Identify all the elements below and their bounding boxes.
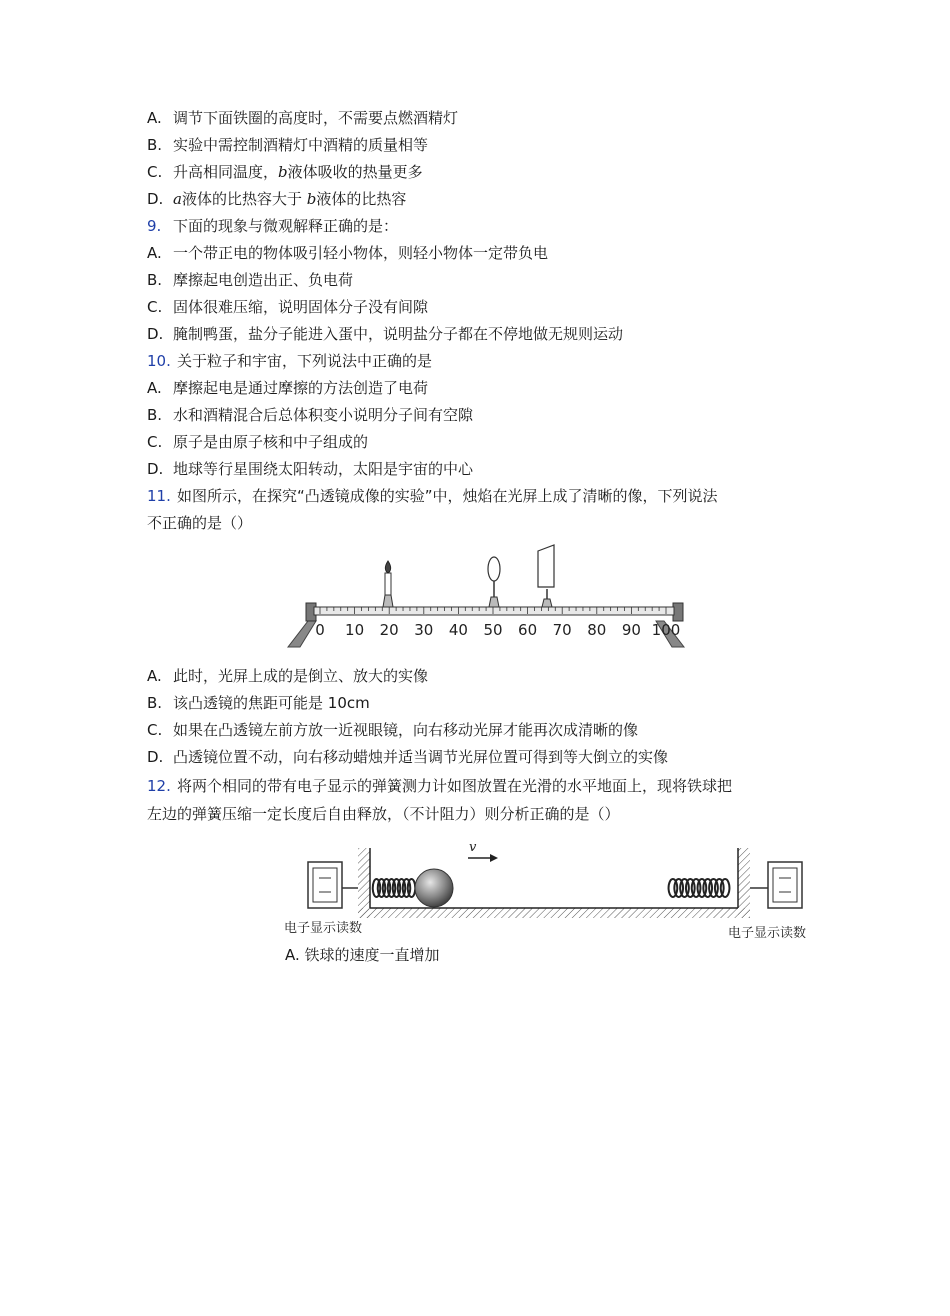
q12-stem-line1 (147, 776, 732, 796)
q8-option-a (147, 108, 458, 128)
option-label: C. (147, 433, 163, 451)
question-stem: 关于粒子和宇宙，下列说法中正确的是 (177, 352, 433, 370)
option-text: 调节下面铁圈的高度时，不需要点燃酒精灯 (173, 109, 459, 127)
option-text-post: 液体吸收的热量更多 (287, 163, 423, 181)
option-text: 水和酒精混合后总体积变小说明分子间有空隙 (173, 406, 474, 424)
option-label: B. (147, 694, 163, 712)
convex-lens-icon (488, 557, 500, 607)
ruler-label: 50 (483, 621, 503, 639)
option-text: 地球等行星围绕太阳转动，太阳是宇宙的中心 (173, 460, 474, 478)
ruler-label: 0 (315, 621, 325, 639)
ruler-label: 30 (414, 621, 434, 639)
left-display-caption: 电子显示读数 (284, 921, 363, 936)
option-label: C. (147, 721, 163, 739)
q9-option-d (147, 324, 623, 344)
option-label: B. (147, 136, 163, 154)
option-label: D. (147, 190, 164, 208)
option-label: A. (147, 379, 162, 397)
q11-option-a (147, 666, 428, 686)
option-text: 摩擦起电创造出正、负电荷 (173, 271, 354, 289)
option-label: A. (147, 244, 162, 262)
option-text: 凸透镜位置不动，向右移动蜡烛并适当调节光屏位置可得到等大倒立的实像 (173, 748, 669, 766)
question-number: 9. (147, 217, 162, 235)
q9-option-b (147, 270, 353, 290)
spring-coil (721, 879, 730, 897)
question-number: 11. (147, 487, 171, 505)
ruler-labels (315, 621, 680, 639)
ruler-label: 70 (552, 621, 572, 639)
option-text-pre: 升高相同温度， (173, 163, 279, 181)
light-screen-icon (538, 545, 554, 607)
option-text: 此时，光屏上成的是倒立、放大的实像 (173, 667, 429, 685)
option-text: 腌制鸭蛋，盐分子能进入蛋中，说明盐分子都在不停地做无规则运动 (173, 325, 624, 343)
option-label: D. (147, 748, 164, 766)
candle-icon (383, 561, 393, 607)
q11-option-c (147, 720, 638, 740)
option-text: 摩擦起电是通过摩擦的方法创造了电荷 (173, 379, 429, 397)
spring-coil (408, 879, 416, 897)
q11-option-b (147, 693, 370, 713)
q8-option-c (147, 162, 423, 182)
option-text: 实验中需控制酒精灯中酒精的质量相等 (173, 136, 429, 154)
variable-a: a (173, 190, 182, 208)
question-stem: 如图所示，在探究“凸透镜成像的实验”中，烛焰在光屏上成了清晰的像，下列说法 (177, 487, 718, 505)
option-text: 固体很难压缩，说明固体分子没有间隙 (173, 298, 429, 316)
option-label: D. (147, 325, 164, 343)
bench-rail (314, 607, 674, 615)
right-wall (738, 848, 750, 918)
option-label: B. (147, 271, 163, 289)
q10-option-d (147, 459, 473, 479)
floor (358, 908, 750, 918)
q10-stem (147, 351, 432, 371)
velocity-label: v (469, 840, 477, 855)
ruler-label: 100 (651, 621, 681, 639)
q10-option-a (147, 378, 428, 398)
q12-stem-line2: 左边的弹簧压缩一定长度后自由释放，（不计阻力）则分析正确的是（） (147, 805, 620, 823)
right-spring-icon (669, 879, 730, 897)
q9-option-c (147, 297, 428, 317)
option-label: A. (147, 109, 162, 127)
variable-b: b (278, 163, 288, 181)
option-text-mid: 液体的比热容大于 (181, 190, 307, 208)
question-number: 10. (147, 352, 171, 370)
option-text: 该凸透镜的焦距可能是 10cm (173, 694, 370, 712)
ruler-label: 40 (448, 621, 468, 639)
q8-option-b (147, 135, 428, 155)
question-stem: 将两个相同的带有电子显示的弹簧测力计如图放置在光滑的水平地面上，现将铁球把 (177, 777, 733, 795)
q11-option-d (147, 747, 668, 767)
variable-b: b (306, 190, 317, 208)
iron-ball (415, 869, 453, 907)
ruler-label: 80 (587, 621, 607, 639)
option-label: C. (147, 298, 163, 316)
right-display-caption: 电子显示读数 (728, 926, 807, 941)
q11-stem-line1 (147, 486, 718, 506)
ruler-label: 20 (379, 621, 399, 639)
option-text: 如果在凸透镜左前方放一近视眼镜，向右移动光屏才能再次成清晰的像 (173, 721, 639, 739)
left-wall (358, 848, 370, 918)
ruler-label: 60 (518, 621, 538, 639)
question-number: 12. (147, 777, 171, 795)
spring-scale-figure (282, 840, 828, 944)
q12-option-a: A. 铁球的速度一直增加 (285, 946, 440, 964)
arrow-head-icon (490, 854, 498, 862)
q11-stem-line2: 不正确的是（） (147, 514, 253, 532)
optical-bench-figure (286, 543, 686, 651)
q9-option-a (147, 243, 548, 263)
question-stem: 下面的现象与微观解释正确的是： (173, 217, 399, 235)
left-spring-icon (373, 879, 416, 897)
option-text-post: 液体的比热容 (316, 190, 407, 208)
option-label: C. (147, 163, 163, 181)
q10-option-b (147, 405, 473, 425)
q10-option-c (147, 432, 368, 452)
left-display-icon (308, 862, 358, 908)
q9-stem (147, 216, 398, 236)
option-label: A. (147, 667, 162, 685)
right-display-icon (750, 862, 802, 908)
option-label: B. (147, 406, 163, 424)
option-label: D. (147, 460, 164, 478)
left-leg (288, 621, 316, 647)
ruler-label: 90 (621, 621, 641, 639)
option-text: 原子是由原子核和中子组成的 (173, 433, 369, 451)
ruler-label: 10 (345, 621, 365, 639)
q8-option-d (147, 189, 406, 209)
option-text: 一个带正电的物体吸引轻小物体，则轻小物体一定带负电 (173, 244, 549, 262)
